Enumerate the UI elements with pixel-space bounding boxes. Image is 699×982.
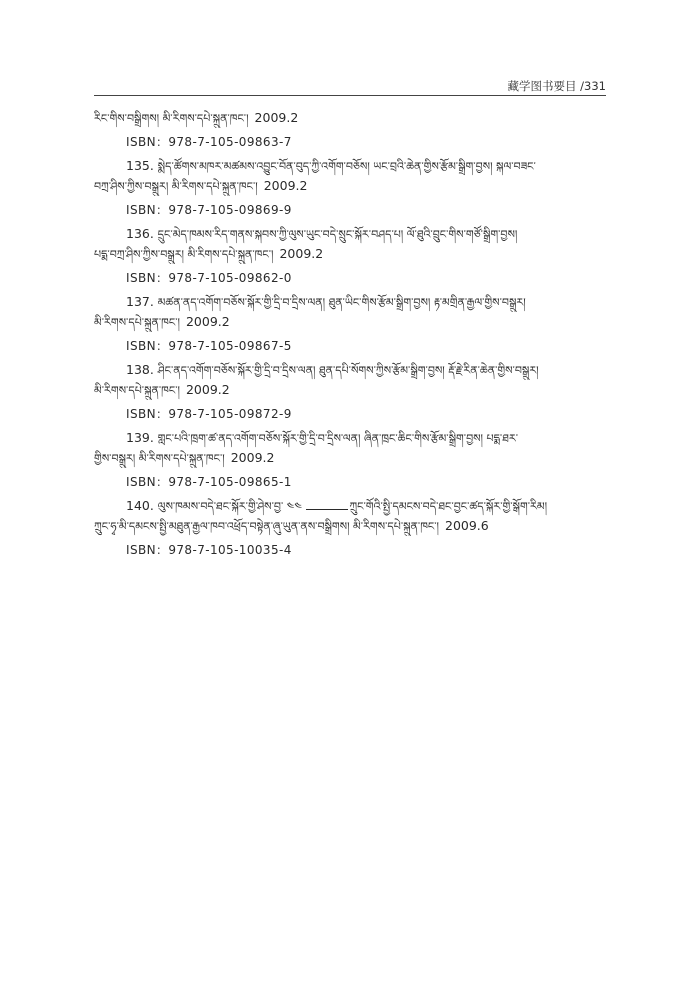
page-header-title: 藏学图书要目 /331 — [507, 79, 606, 93]
entry-title-line-a: ལུས་ཁམས་བདེ་ཐང་སྐོར་གྱི་ཤེས་བྱ་ ༤༤ — [157, 500, 306, 513]
entry-year: 2009.2 — [279, 246, 324, 261]
entry-year: 2009.2 — [185, 314, 230, 329]
entry-number: 137. — [126, 294, 154, 309]
entry-year: 2009.6 — [445, 518, 489, 533]
entry-year: 2009.2 — [230, 450, 275, 465]
entry-isbn: ISBN：978-7-105-09869-9 — [126, 203, 292, 217]
entry-year: 2009.2 — [254, 110, 299, 125]
entry-135 — [94, 156, 609, 220]
entry-title-line: སྨེད་ཚོགས་མཁར་མཚམས་འབྱུང་བོན་བུད་ཀྱི་འགོག་བཅོས། ཡང་བྲའི་ཆེན་གྱིས་རྩོམ་སྒྲིག་བྱས། སྐལ་བཟང་ — [157, 160, 536, 173]
entry-number: 135. — [126, 158, 154, 173]
entry-title-line: ཤིང་ནད་འགོག་བཅོས་སྐོར་གྱི་དྲི་བ་དྲིས་ལན། ཐུན་དཔི་སོགས་ཀྱིས་རྩོམ་སྒྲིག་བྱས། རྡོ་རྗེ་རིན་ཆེན་གྱིས་བསྒྲུར། — [157, 364, 539, 377]
entry-title-line: དྲུང་མེད་ཁམས་རིད་གནས་སྐབས་ཀྱི་ལུས་ཡུང་བདེ་སྲུང་སྐོར་བཤད་པ། ལོ་ཐུའི་བྲུང་གིས་གཙོ་སྒྲིག་བྱས། — [157, 228, 518, 241]
entry-title-line: གླང་པའི་ཁྲག་ཚ་ནད་འགོག་བཅོས་སྐོར་གྱི་དྲི་བ་དྲིས་ལན། ཞིན་ཁྲང་ཆིང་གིས་རྩོམ་སྒྲིག་བྱས། པདྨ་ཐར་ — [157, 432, 519, 445]
entry-number: 140. — [126, 498, 154, 513]
entry-137 — [94, 292, 609, 356]
entry-author-line: གྱིས་བསྒྲུར། མི་རིགས་དཔེ་སྐྲུན་ཁང་། — [94, 452, 225, 465]
entry-title-line: མཚན་ནད་འགོག་བཅོས་སྐོར་གྱི་དྲི་བ་དྲིས་ལན། ཐུན་ཡིང་གིས་རྩོམ་སྒྲིག་བྱས། རྟ་མགྲིན་རྒྱལ་གྱིས་བསྒྲུར། — [157, 296, 526, 309]
entry-isbn: ISBN：978-7-105-09863-7 — [126, 135, 292, 149]
entry-isbn: ISBN：978-7-105-09862-0 — [126, 271, 292, 285]
entry-isbn: ISBN：978-7-105-09867-5 — [126, 339, 292, 353]
entry-138 — [94, 360, 609, 424]
bibliography-list — [94, 108, 609, 564]
entry-title-line-b: ཀྲུང་གོའི་སྤྱི་དམངས་བདེ་ཐང་བྱང་ཚད་སྐོར་གྱི་སྒོག་རིམ། — [349, 500, 548, 513]
entry-author-line: མི་རིགས་དཔེ་སྐྲུན་ཁང་། — [94, 316, 180, 329]
title-dash-rule — [306, 509, 348, 510]
entry-number: 139. — [126, 430, 154, 445]
entry-year: 2009.2 — [185, 382, 230, 397]
entry-isbn: ISBN：978-7-105-09865-1 — [126, 475, 292, 489]
entry-author-line: པདྨ་བཀྲ་ཤིས་ཀྱིས་བསྒྲུར། མི་རིགས་དཔེ་སྐྲུན་ཁང་། — [94, 248, 274, 261]
entry-139 — [94, 428, 609, 492]
entry-isbn: ISBN：978-7-105-09872-9 — [126, 407, 292, 421]
entry-number: 136. — [126, 226, 154, 241]
entry-author-line: བཀྲ་ཤིས་ཀྱིས་བསྒྲུར། མི་རིགས་དཔེ་སྐྲུན་ཁང་། — [94, 180, 258, 193]
header-rule — [94, 95, 606, 96]
entry-author-line: མི་རིགས་དཔེ་སྐྲུན་ཁང་། — [94, 384, 180, 397]
entry-author-line: ཀྲུང་ཧྭ་མི་དམངས་སྤྱི་མཐུན་རྒྱལ་ཁབ་འཕྲོད་བསྟེན་ཞུ་ཡུན་ནས་བསྒྲིགས། མི་རིགས་དཔེ་སྐྲུན་ཁང་། — [94, 520, 439, 533]
entry-isbn: ISBN：978-7-105-10035-4 — [126, 543, 292, 557]
entry-140 — [94, 496, 609, 560]
entry-number: 138. — [126, 362, 154, 377]
entry-134-continuation — [94, 108, 609, 152]
entry-year: 2009.2 — [263, 178, 308, 193]
entry-136 — [94, 224, 609, 288]
entry-publisher: རིང་གིས་བསྒྲིགས། མི་རིགས་དཔེ་སྐྲུན་ཁང་། — [94, 112, 249, 125]
